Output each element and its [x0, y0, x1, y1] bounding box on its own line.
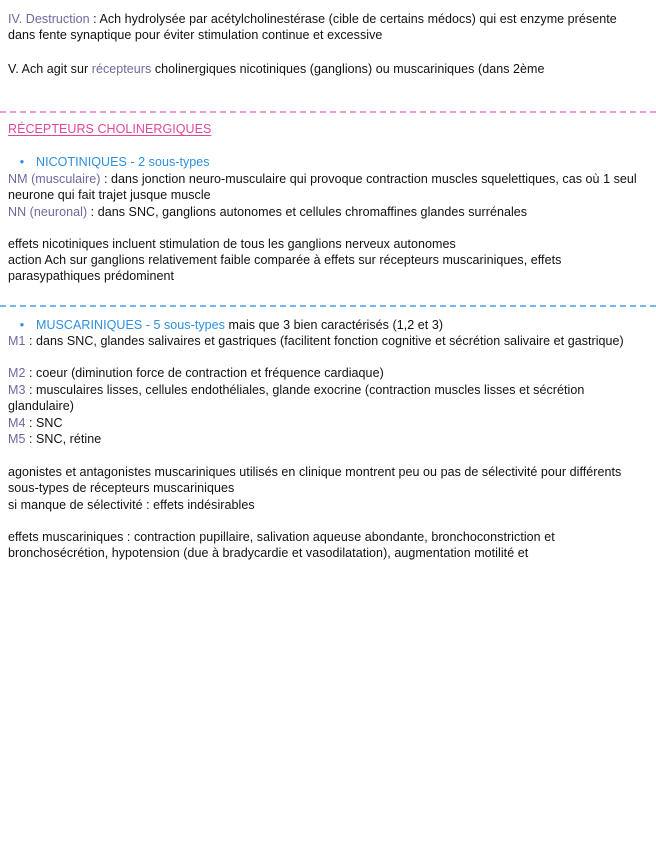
m5-paragraph: [8, 431, 640, 447]
agonists-paragraph: agonistes et antagonistes muscariniques utilisés en clinique montrent peu ou pas de sélectivité pour différents sous-types de récepteurs muscariniques: [8, 465, 622, 495]
m2-paragraph: [8, 365, 640, 381]
nn-text: : dans SNC, ganglions autonomes et cellules chromaffines glandes surrénales: [87, 205, 528, 219]
nicotinic-action-paragraph: action Ach sur ganglions relativement faible comparée à effets sur récepteurs muscariniques, effets parasypathiques prédominent: [8, 253, 562, 283]
m5-label: M5: [8, 432, 26, 446]
m1-label: M1: [8, 334, 26, 348]
bullet-icon: •: [19, 318, 25, 332]
muscarinic-title-line: [8, 317, 640, 333]
m4-paragraph: [8, 415, 640, 431]
nicotinic-effects-line: effets nicotiniques incluent stimulation de tous les ganglions nerveux autonomes: [8, 237, 456, 251]
bullet-icon: •: [19, 155, 25, 169]
nn-paragraph: [8, 204, 640, 220]
muscarinic-title: MUSCARINIQUES - 5 sous-types: [36, 318, 225, 332]
nm-label: NM (musculaire): [8, 172, 101, 186]
m3-text: : musculaires lisses, cellules endothéliales, glande exocrine (contraction muscles lisses et sécrétion glandulaire): [8, 383, 585, 413]
blue-dashed-separator: [0, 305, 656, 307]
m1-text: : dans SNC, glandes salivaires et gastriques (facilitent fonction cognitive et sécrétion salivaire et gastrique): [25, 334, 624, 348]
nn-label: NN (neuronal): [8, 205, 88, 219]
action-suffix: cholinergiques nicotiniques (ganglions) ou muscariniques (dans 2ème: [151, 62, 545, 76]
receptors-heading: RÉCEPTEURS CHOLINERGIQUES: [8, 122, 212, 136]
muscarinic-title-suffix: mais que 3 bien caractérisés (1,2 et 3): [224, 318, 444, 332]
nicotinic-title-line: [8, 154, 640, 170]
m2-label: M2: [8, 366, 26, 380]
m2-text: : coeur (diminution force de contraction et fréquence cardiaque): [25, 366, 384, 380]
destruction-text: : Ach hydrolysée par acétylcholinestérase (cible de certains médocs) qui est enzyme présente dans fente synaptique pour éviter stimulation continue et excessive: [8, 12, 617, 42]
action-prefix: V. Ach agit sur: [8, 62, 92, 76]
receptors-link: récepteurs: [91, 62, 152, 76]
m4-text: : SNC: [25, 416, 63, 430]
nm-paragraph: [8, 171, 640, 203]
nicotinic-title: NICOTINIQUES - 2 sous-types: [36, 155, 210, 169]
m3-label: M3: [8, 383, 26, 397]
m5-text: : SNC, rétine: [25, 432, 102, 446]
nm-text: : dans jonction neuro-musculaire qui provoque contraction muscles squelettiques, cas où 1 seul neurone qui fait trajet jusque muscle: [8, 172, 637, 202]
pink-dashed-separator: [0, 111, 656, 113]
m1-paragraph: [8, 333, 640, 349]
receptors-heading-line: [8, 121, 640, 137]
m4-label: M4: [8, 416, 26, 430]
selectivity-line: si manque de sélectivité : effets indésirables: [8, 498, 255, 512]
destruction-title: IV. Destruction: [8, 12, 90, 26]
m3-paragraph: [8, 382, 640, 414]
destruction-paragraph: [8, 11, 640, 43]
action-paragraph: [8, 61, 640, 77]
muscarinic-effects-paragraph: effets muscariniques : contraction pupillaire, salivation aqueuse abondante, bronchoconstriction et bronchosécrétion, hypotension (due à bradycardie et vasodilatation), augmentation motilité et: [8, 530, 555, 560]
